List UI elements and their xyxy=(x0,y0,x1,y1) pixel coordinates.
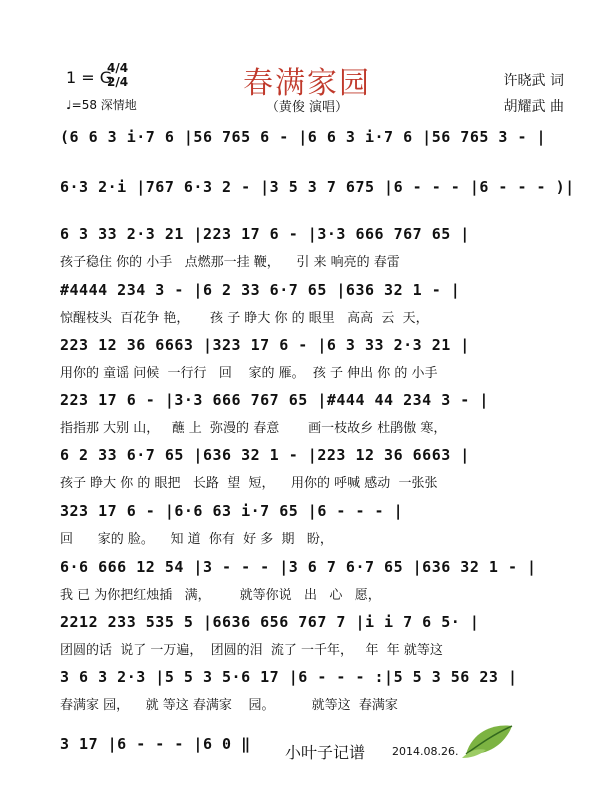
score-line-5: 223 12 36 6663 |323 17 6 - |6 3 33 2·3 21 | xyxy=(60,336,470,354)
performer-note: （黄俊 演唱） xyxy=(265,100,349,115)
score-line-6: 223 17 6 - |3·3 666 767 65 |#444 44 234 3 - | xyxy=(60,391,489,409)
lyric-line-5: 孩子 睁大 你 的 眼把 长路 望 短， 用你的 呼喊 感动 一张张 xyxy=(60,476,438,491)
transcription-date: 2014.08.26. xyxy=(392,745,459,758)
time-signature xyxy=(107,62,128,88)
composer-credit: 胡耀武 曲 xyxy=(503,99,564,115)
score-line-10: 2212 233 535 5 |6636 656 767 7 |i i 7 6 5· | xyxy=(60,613,480,631)
score-line-11: 3 6 3 2·3 |5 5 3 5·6 17 |6 - - - :|5 5 3 56 23 | xyxy=(60,668,518,686)
score-line-4: #4444 234 3 - |6 2 33 6·7 65 |636 32 1 - | xyxy=(60,281,461,299)
lyric-line-8: 团圆的话 说了 一万遍， 团圆的泪 流了 一千年， 年 年 就等这 xyxy=(60,643,443,658)
time-signature-primary: 4/4 xyxy=(107,61,129,75)
lyric-line-2: 惊醒枝头 百花争 艳， 孩 子 睁大 你 的 眼里 高高 云 天， xyxy=(60,311,429,326)
lyric-line-6: 回 家的 脸。 知 道 你有 好 多 期 盼， xyxy=(60,532,333,547)
transcriber-signature: 小叶子记谱 xyxy=(285,743,366,762)
score-line-7: 6 2 33 6·7 65 |636 32 1 - |223 12 36 6663 | xyxy=(60,446,470,464)
score-line-8: 323 17 6 - |6·6 63 i·7 65 |6 - - - | xyxy=(60,502,404,520)
score-line-3: 6 3 33 2·3 21 |223 17 6 - |3·3 666 767 65 | xyxy=(60,225,470,243)
score-line-12: 3 17 |6 - - - |6 0 ‖ xyxy=(60,735,251,753)
lyric-line-4: 指指那 大别 山， 蘸 上 弥漫的 春意 画一枝故乡 杜鹃傲 寒， xyxy=(60,421,447,436)
tempo-marking: ♩=58 深情地 xyxy=(66,98,137,112)
lyricist-credit: 许晓武 词 xyxy=(503,73,564,89)
score-line-9: 6·6 666 12 54 |3 - - - |3 6 7 6·7 65 |636 32 1 - | xyxy=(60,558,537,576)
score-line-2: 6·3 2·i |767 6·3 2 - |3 5 3 7 675 |6 - - - |6 - - - )| xyxy=(60,178,575,196)
lyric-line-3: 用你的 童谣 问候 一行行 回 家的 雁。 孩 子 伸出 你 的 小手 xyxy=(60,366,438,381)
score-line-1: (6 6 3 i·7 6 |56 765 6 - |6 6 3 i·7 6 |56 765 3 - | xyxy=(60,128,547,146)
green-leaf-icon xyxy=(460,720,515,760)
lyric-line-1: 孩子稳住 你的 小手 点燃那一挂 鞭， 引 来 响亮的 春雷 xyxy=(60,255,400,270)
key-signature: 1 = G xyxy=(66,68,113,87)
lyric-line-7: 我 已 为你把红烛插 满， 就等你说 出 心 愿， xyxy=(60,588,381,603)
time-signature-secondary: 2/4 xyxy=(107,75,129,89)
lyric-line-9: 春满家 园， 就 等这 春满家 园。 就等这 春满家 xyxy=(60,698,398,713)
song-title: 春满家园 xyxy=(243,66,371,101)
